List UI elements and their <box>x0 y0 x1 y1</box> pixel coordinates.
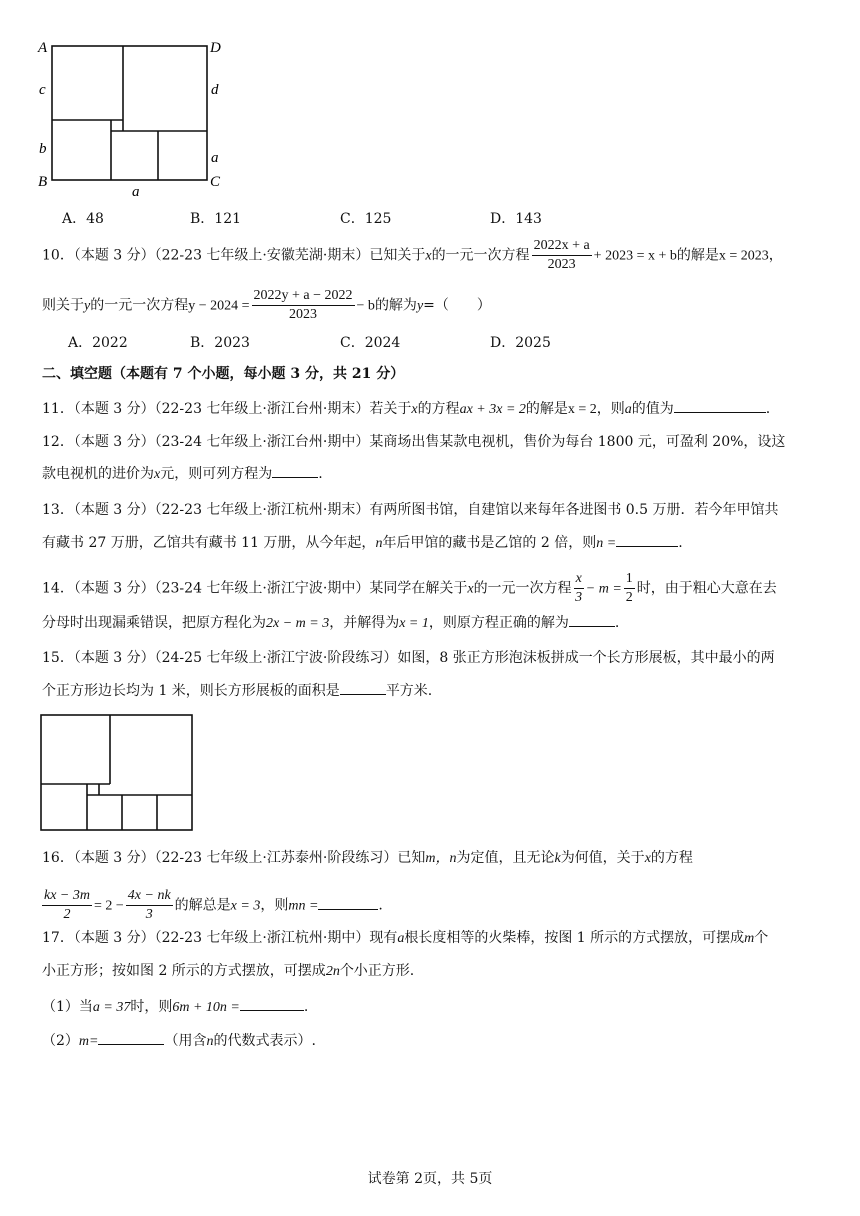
answer-blank[interactable] <box>272 463 318 478</box>
q16-fraction-1: $\frac{kx - 3m}{2}$ <box>44 888 90 922</box>
q10-text: 的一元一次方程 <box>90 297 189 314</box>
var-x: x <box>644 851 651 866</box>
var-y: y <box>416 298 424 314</box>
q9-option-b: B．121 <box>190 211 242 227</box>
q10-fraction-1: $\frac{2022x + a}{2023}$ <box>533 238 590 272</box>
answer-blank[interactable] <box>569 612 615 627</box>
q10-option-b: B．2023 <box>190 335 250 351</box>
q9-option-a: A．48 <box>62 211 104 227</box>
q14-text: 分母时出现漏乘错误，把原方程化为 <box>42 615 266 631</box>
q11-text: 的方程 <box>417 401 460 417</box>
q17-text: （2） <box>42 1033 79 1049</box>
q17-text: 个 <box>754 930 769 946</box>
q14-text: 的一元一次方程 <box>473 580 572 597</box>
q11-text: 11．（本题 3 分）（22-23 七年级上·浙江台州·期末）若关于 <box>42 401 412 417</box>
q10-option-c: C．2024 <box>340 335 401 351</box>
q17-expression: 6m + 10n = <box>172 1000 240 1015</box>
q14-text: ，则原方程正确的解为 <box>428 615 569 631</box>
q11-equation: ax + 3x = 2 <box>459 402 526 417</box>
q17-text: 小正方形；按如图 2 所示的方式摆放，可摆成 <box>42 963 326 979</box>
q14-text: 时，由于粗心大意在去 <box>636 580 777 597</box>
q11-text: 的解是 <box>525 401 568 417</box>
var-a: a <box>397 931 405 946</box>
q17-text: 时，则 <box>130 999 173 1015</box>
q16-line-2 <box>40 887 824 924</box>
q12-text: . <box>318 466 323 482</box>
var-k: k <box>554 851 561 866</box>
q10-option-a: A．2022 <box>68 335 128 351</box>
q17-text: 的代数式表示）. <box>213 1033 316 1049</box>
q10-text: 的解是 <box>676 247 719 264</box>
q10-text: 10．（本题 3 分）（22-23 七年级上·安徽芜湖·期末）已知关于 <box>42 247 426 264</box>
q9-option-c: C．125 <box>340 211 392 227</box>
var-x: x <box>467 581 474 597</box>
q10-equation-tail: − b <box>356 298 375 314</box>
page-footer: 试卷第 2页，共 5页 <box>367 1171 493 1187</box>
q10-equation: + 2023 = x + b <box>593 248 677 264</box>
corner-d-label: D <box>210 40 221 56</box>
q13-text: 年后甲馆的藏书是乙馆的 2 倍，则 <box>382 535 597 551</box>
var-x: x <box>425 248 432 264</box>
q12-line-1: 12．（本题 3 分）（23-24 七年级上·浙江台州·期中）某商场出售某款电视机，售价为每台 1800 元，可盈利 20%，设这 <box>42 434 786 450</box>
var-n: n <box>206 1034 214 1049</box>
q16-text: 的方程 <box>650 850 693 866</box>
q16-solution: x = 3 <box>230 898 261 914</box>
q17-text: . <box>303 999 309 1015</box>
answer-blank[interactable] <box>340 680 386 695</box>
q16-text: 为定值，且无论 <box>456 850 555 866</box>
q13-line-2 <box>42 532 824 554</box>
q10-equation-lhs: y − 2024 = <box>188 298 250 314</box>
q10-line-2 <box>42 287 824 324</box>
q17-line-1 <box>42 928 824 949</box>
q11-line <box>42 398 824 420</box>
q10-text: 的一元一次方程 <box>431 247 530 264</box>
q10-fraction-2: $\frac{2022y + a - 2022}{2023}$ <box>253 288 353 322</box>
q14-fraction-2: $\frac{1}{2}$ <box>625 571 633 605</box>
q10-line-1 <box>42 237 824 274</box>
q17-text: 个小正方形. <box>339 963 415 979</box>
q16-text: . <box>378 897 383 914</box>
q17-a-equals: a = 37 <box>92 1000 131 1015</box>
q14-wrong-solution: x = 1 <box>399 616 429 631</box>
side-b-label: b <box>39 141 47 157</box>
q14-text: 14．（本题 3 分）（23-24 七年级上·浙江宁波·期中）某同学在解关于 <box>42 580 468 597</box>
q14-text: . <box>614 615 620 631</box>
q13-text: 有藏书 27 万册，乙馆共有藏书 11 万册，从今年起， <box>42 535 376 551</box>
q10-text: 则关于 <box>42 297 84 314</box>
q13-n-equals: n = <box>596 536 617 551</box>
side-d-label: d <box>211 82 219 98</box>
q14-line-2 <box>42 612 824 634</box>
q17-text: 根长度相等的火柴棒，按图 1 所示的方式摆放，可摆成 <box>404 930 745 946</box>
q13-line-1: 13．（本题 3 分）（22-23 七年级上·浙江杭州·期末）有两所图书馆，自建馆以来每年各进图书 0.5 万册．若今年甲馆共 <box>42 502 779 518</box>
answer-blank[interactable] <box>616 532 678 547</box>
q14-line-1 <box>42 570 824 607</box>
figure-foam-board <box>38 712 198 834</box>
q14-fraction-1: $\frac{x}{3}$ <box>575 571 583 605</box>
q10-answer-paren: =（ ） <box>423 297 491 314</box>
q16-text: 16．（本题 3 分）（22-23 七年级上·江苏泰州·阶段练习）已知 <box>42 850 426 866</box>
q16-line-1 <box>42 848 824 869</box>
answer-blank[interactable] <box>98 1030 164 1045</box>
q14-text: ，并解得为 <box>329 615 400 631</box>
q14-wrong-equation: 2x − m = 3 <box>266 616 330 631</box>
corner-b-label: B <box>38 174 48 190</box>
outer-rectangle <box>52 46 207 180</box>
q11-text: 的值为 <box>631 401 674 417</box>
var-x: x <box>411 402 418 417</box>
q16-fraction-2: $\frac{4x - nk}{3}$ <box>127 888 171 922</box>
answer-blank[interactable] <box>674 398 766 413</box>
q15-text: 平方米. <box>385 683 433 699</box>
q9-option-d: D．143 <box>490 211 542 227</box>
q16-text: 的解总是 <box>174 897 231 914</box>
answer-blank[interactable] <box>318 895 378 910</box>
side-a-right-label: a <box>211 150 219 166</box>
q15-line-1: 15．（本题 3 分）（24-25 七年级上·浙江宁波·阶段练习）如图，8 张正方形泡沫板拼成一个长方形展板，其中最小的两 <box>42 650 775 666</box>
q17-text: 17．（本题 3 分）（22-23 七年级上·浙江杭州·期中）现有 <box>42 930 398 946</box>
q10-solution: x = 2023 <box>718 248 769 264</box>
q10-text: ， <box>768 247 783 264</box>
q17-text: （1）当 <box>42 999 93 1015</box>
figure-rectangle-abcd <box>34 36 234 196</box>
corner-a-label: A <box>38 40 48 56</box>
side-a-bottom-label: a <box>132 184 140 196</box>
q15-line-2 <box>42 680 824 701</box>
q17-sub-2 <box>42 1030 824 1052</box>
q14-equation: − m = <box>585 581 622 597</box>
q12-text: 元，则可列方程为 <box>160 466 273 482</box>
var-n: n <box>375 536 383 551</box>
q10-text: 的解为 <box>374 297 417 314</box>
q16-equation: = 2 − <box>94 898 124 914</box>
q16-text: ，则 <box>260 897 289 914</box>
var-m: m <box>744 931 755 946</box>
q17-m-equals: m= <box>78 1034 99 1049</box>
var-x: x <box>154 467 161 482</box>
var-y: y <box>84 298 91 314</box>
var-2n: 2n <box>325 964 340 979</box>
q10-option-d: D．2025 <box>490 335 551 351</box>
q11-text: ，则 <box>596 401 625 417</box>
q17-text: （用含 <box>164 1033 207 1049</box>
q12-text: 款电视机的进价为 <box>42 466 154 482</box>
q17-line-2 <box>42 961 824 982</box>
q11-solution: x = 2 <box>567 402 597 417</box>
q12-line-2 <box>42 463 824 485</box>
q16-text: 为何值，关于 <box>560 850 645 866</box>
q15-text: 个正方形边长均为 1 米，则长方形展板的面积是 <box>42 683 340 699</box>
var-a: a <box>624 402 632 417</box>
board-outer <box>41 715 192 830</box>
q13-text: . <box>678 535 683 551</box>
var-m-n: m，n <box>425 851 457 866</box>
q11-text: . <box>765 401 771 417</box>
q17-sub-1 <box>42 996 824 1018</box>
q16-mn-equals: mn = <box>288 898 319 914</box>
section-2-title: 二、填空题（本题有 7 个小题，每小题 3 分，共 21 分） <box>42 366 405 382</box>
answer-blank[interactable] <box>240 996 304 1011</box>
side-c-label: c <box>39 82 46 98</box>
corner-c-label: C <box>210 174 221 190</box>
